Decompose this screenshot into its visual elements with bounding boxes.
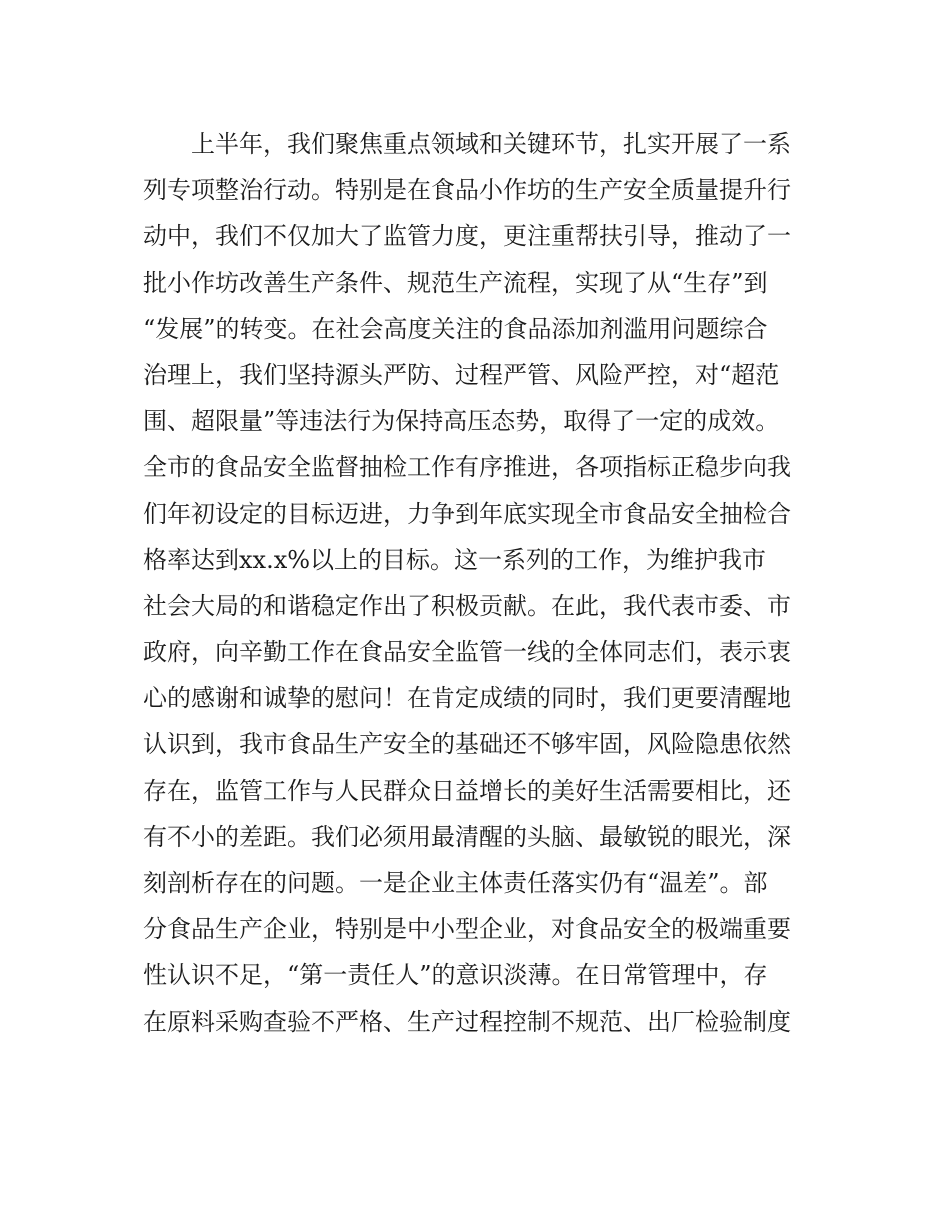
paragraph-line-8: 全市的食品安全监督抽检工作有序推进，各项指标正稳步向我 [143, 453, 791, 482]
paragraph-line-9: 们年初设定的目标迈进，力争到年底实现全市食品安全抽检合 [143, 499, 791, 528]
paragraph [143, 121, 823, 1045]
paragraph-line-19: 性认识不足，“第一责任人”的意识淡薄。在日常管理中，存 [143, 961, 768, 990]
paragraph-line-12: 政府，向辛勤工作在食品安全监管一线的全体同志们，表示衷 [143, 638, 791, 667]
paragraph-line-14: 认识到，我市食品生产安全的基础还不够牢固，风险隐患依然 [143, 730, 791, 759]
paragraph-line-15: 存在，监管工作与人民群众日益增长的美好生活需要相比，还 [143, 776, 791, 805]
paragraph-line-18: 分食品生产企业，特别是中小型企业，对食品安全的极端重要 [143, 915, 791, 944]
paragraph-line-17: 刻剖析存在的问题。一是企业主体责任落实仍有“温差”。部 [143, 869, 768, 897]
paragraph-line-5: “发展”的转变。在社会高度关注的食品添加剂滥用问题综合 [143, 314, 768, 343]
paragraph-line-20: 在原料采购查验不严格、生产过程控制不规范、出厂检验制度 [143, 1007, 791, 1036]
paragraph-line-10: 格率达到xx.x%以上的目标。这一系列的工作，为维护我市 [143, 545, 767, 574]
paragraph-line-3: 动中，我们不仅加大了监管力度，更注重帮扶引导，推动了一 [143, 222, 791, 251]
paragraph-line-11: 社会大局的和谐稳定作出了积极贡献。在此，我代表市委、市 [143, 591, 791, 620]
paragraph-line-16: 有不小的差距。我们必须用最清醒的头脑、最敏锐的眼光，深 [143, 822, 791, 851]
paragraph-line-13: 心的感谢和诚挚的慰问！在肯定成绩的同时，我们更要清醒地 [143, 684, 791, 713]
paragraph-line-2: 列专项整治行动。特别是在食品小作坊的生产安全质量提升行 [143, 176, 791, 205]
paragraph-line-7: 围、超限量”等违法行为保持高压态势，取得了一定的成效。 [143, 407, 780, 436]
paragraph-line-4: 批小作坊改善生产条件、规范生产流程，实现了从“生存”到 [143, 268, 768, 297]
paragraph-line-1: 上半年，我们聚焦重点领域和关键环节，扎实开展了一系 [191, 130, 791, 158]
paragraph-line-6: 治理上，我们坚持源头严防、过程严管、风险严控，对“超范 [143, 360, 780, 389]
